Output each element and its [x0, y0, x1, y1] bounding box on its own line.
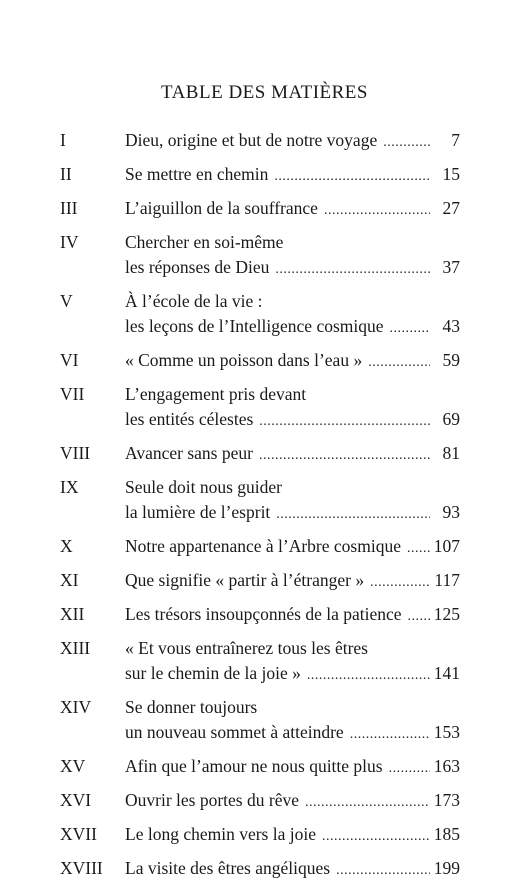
page-number: 43 [442, 316, 460, 336]
chapter-title-text: les réponses de Dieu [125, 257, 270, 277]
chapter-title-line [125, 289, 460, 314]
chapter-title-block [125, 230, 460, 282]
chapter-title-text: la lumière de l’esprit [125, 502, 271, 522]
dot-leader [408, 604, 430, 629]
toc-entry [60, 230, 460, 282]
chapter-title-text: Avancer sans peur [125, 443, 253, 463]
dot-leader [370, 570, 430, 595]
toc-entry [60, 441, 460, 468]
page-number: 141 [433, 663, 460, 683]
chapter-title-text: Se donner toujours [125, 697, 258, 717]
chapter-title-text: Seule doit nous guider [125, 477, 282, 497]
chapter-number: VII [60, 384, 85, 404]
chapter-title-block [125, 348, 460, 375]
chapter-title-line [125, 788, 460, 815]
chapter-number: I [60, 130, 66, 150]
dot-leader [322, 824, 430, 849]
dot-leader [390, 316, 430, 341]
dot-leader [259, 443, 430, 468]
chapter-number: III [60, 198, 78, 218]
toc-entry [60, 754, 460, 781]
chapter-number: XV [60, 756, 86, 776]
chapter-title-text: sur le chemin de la joie » [125, 663, 301, 683]
chapter-title-text: les entités célestes [125, 409, 254, 429]
toc-entry [60, 856, 460, 883]
toc-entry [60, 788, 460, 815]
chapter-title-text: Afin que l’amour ne nous quitte plus [125, 756, 383, 776]
chapter-title-text: À l’école de la vie : [125, 291, 263, 311]
chapter-title-text: Le long chemin vers la joie [125, 824, 316, 844]
chapter-title-line [125, 636, 460, 661]
chapter-title-block [125, 382, 460, 434]
dot-leader [276, 502, 430, 527]
toc-entry [60, 695, 460, 747]
chapter-title-line [125, 407, 460, 434]
chapter-title-text: Dieu, origine et but de notre voyage [125, 130, 378, 150]
chapter-title-block [125, 754, 460, 781]
dot-leader [274, 164, 430, 189]
toc-entry [60, 822, 460, 849]
page-title: TABLE DES MATIÈRES [161, 82, 368, 103]
chapter-title-line [125, 475, 460, 500]
chapter-title-text: Que signifie « partir à l’étranger » [125, 570, 365, 590]
toc-entry [60, 636, 460, 688]
chapter-title-line [125, 314, 460, 341]
page-number: 199 [433, 858, 460, 878]
chapter-title-block [125, 568, 460, 595]
chapter-title-line [125, 500, 460, 527]
page-number: 173 [433, 790, 460, 810]
toc-entry [60, 602, 460, 629]
chapter-title-line [125, 695, 460, 720]
chapter-number: X [60, 536, 73, 556]
chapter-title-text: un nouveau sommet à atteindre [125, 722, 344, 742]
toc-entry [60, 568, 460, 595]
chapter-title-block [125, 534, 460, 561]
chapter-title-text: L’aiguillon de la souffrance [125, 198, 318, 218]
dot-leader [305, 790, 430, 815]
chapter-number: XVII [60, 824, 97, 844]
page-number: 27 [442, 198, 460, 218]
toc-entry [60, 196, 460, 223]
toc-entry [60, 382, 460, 434]
chapter-number: VI [60, 350, 79, 370]
page-number: 107 [433, 536, 460, 556]
chapter-title-block [125, 695, 460, 747]
chapter-title-line [125, 382, 460, 407]
chapter-number: XVIII [60, 858, 103, 878]
dot-leader [407, 536, 430, 561]
chapter-title-block [125, 196, 460, 223]
page-number: 125 [433, 604, 460, 624]
dot-leader [368, 350, 430, 375]
chapter-title-line [125, 822, 460, 849]
chapter-number: V [60, 291, 73, 311]
chapter-title-line [125, 255, 460, 282]
chapter-title-block [125, 162, 460, 189]
chapter-title-line [125, 661, 460, 688]
chapter-title-block [125, 856, 460, 883]
dot-leader [307, 663, 430, 688]
chapter-title-text: « Comme un poisson dans l’eau » [125, 350, 363, 370]
chapter-title-block [125, 788, 460, 815]
dot-leader [383, 130, 430, 155]
toc-entry [60, 128, 460, 155]
page-number: 185 [433, 824, 460, 844]
chapter-title-text: L’engagement pris devant [125, 384, 307, 404]
page-number: 81 [442, 443, 460, 463]
chapter-title-block [125, 289, 460, 341]
chapter-title-block [125, 602, 460, 629]
toc-list [60, 128, 460, 890]
page-number: 37 [442, 257, 460, 277]
chapter-title-text: Ouvrir les portes du rêve [125, 790, 299, 810]
toc-entry [60, 162, 460, 189]
chapter-number: XII [60, 604, 85, 624]
toc-entry [60, 534, 460, 561]
chapter-title-line [125, 441, 460, 468]
chapter-title-block [125, 636, 460, 688]
chapter-title-line [125, 856, 460, 883]
chapter-title-text: La visite des êtres angéliques [125, 858, 331, 878]
chapter-number: IV [60, 232, 79, 252]
chapter-number: XI [60, 570, 79, 590]
chapter-title-line [125, 568, 460, 595]
page-number: 163 [433, 756, 460, 776]
chapter-title-text: Les trésors insoupçonnés de la patience [125, 604, 402, 624]
chapter-number: XIII [60, 638, 91, 658]
chapter-title-line [125, 602, 460, 629]
page-number: 153 [433, 722, 460, 742]
chapter-title-text: Chercher en soi-même [125, 232, 284, 252]
dot-leader [389, 756, 430, 781]
dot-leader [324, 198, 430, 223]
toc-entry [60, 289, 460, 341]
chapter-title-text: les leçons de l’Intelligence cosmique [125, 316, 384, 336]
chapter-number: VIII [60, 443, 91, 463]
chapter-title-line [125, 348, 460, 375]
chapter-title-text: Notre appartenance à l’Arbre cosmique [125, 536, 401, 556]
chapter-title-line [125, 162, 460, 189]
chapter-number: IX [60, 477, 79, 497]
chapter-title-line [125, 534, 460, 561]
page-number: 93 [442, 502, 460, 522]
dot-leader [259, 409, 430, 434]
dot-leader [336, 858, 430, 883]
chapter-title-block [125, 475, 460, 527]
chapter-number: II [60, 164, 72, 184]
chapter-title-line [125, 196, 460, 223]
chapter-title-block [125, 128, 460, 155]
chapter-number: XVI [60, 790, 92, 810]
dot-leader [275, 257, 430, 282]
toc-entry [60, 348, 460, 375]
chapter-title-line [125, 754, 460, 781]
chapter-title-block [125, 822, 460, 849]
chapter-title-text: « Et vous entraînerez tous les êtres [125, 638, 368, 658]
chapter-title-text: Se mettre en chemin [125, 164, 269, 184]
chapter-title-line [125, 230, 460, 255]
chapter-title-line [125, 720, 460, 747]
page-number: 59 [442, 350, 460, 370]
dot-leader [350, 722, 430, 747]
page-number: 15 [442, 164, 460, 184]
page-number: 7 [451, 130, 460, 150]
chapter-title-block [125, 441, 460, 468]
chapter-title-line [125, 128, 460, 155]
page-number: 69 [442, 409, 460, 429]
chapter-number: XIV [60, 697, 92, 717]
toc-entry [60, 475, 460, 527]
page-number: 117 [434, 570, 460, 590]
